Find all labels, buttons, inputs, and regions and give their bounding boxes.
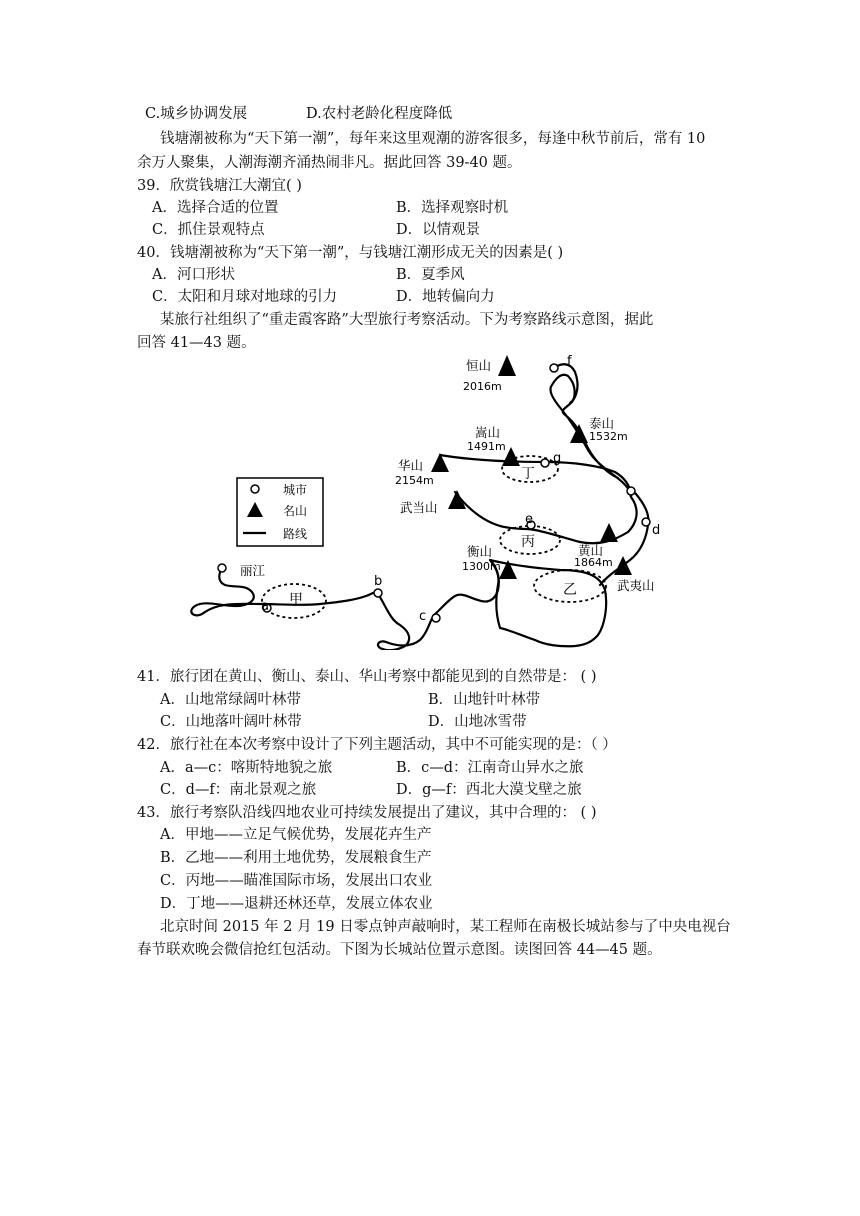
option-d: D．地转偏向力 <box>396 289 495 305</box>
city-d <box>642 518 650 526</box>
mountain-height: 1300m <box>462 560 501 573</box>
point-label: c <box>419 609 427 624</box>
mountain-name: 泰山 <box>589 416 615 431</box>
passage-line: 回答 41—43 题。 <box>137 335 256 351</box>
point-label: g <box>553 451 562 466</box>
option-b: B．乙地——利用土地优势，发展粮食生产 <box>160 850 432 866</box>
legend-city: 城市 <box>283 483 308 497</box>
region-label: 甲 <box>289 592 303 608</box>
region-label: 丙 <box>521 534 535 550</box>
option-d: D．g—f：西北大漠戈壁之旅 <box>396 782 582 798</box>
mountain-icon <box>570 424 588 443</box>
mountain-name: 华山 <box>398 458 424 473</box>
legend-mountain: 名山 <box>283 504 308 518</box>
mountain-name: 衡山 <box>467 544 493 559</box>
option-c: C．山地落叶阔叶林带 <box>160 714 302 730</box>
city-b <box>374 589 382 597</box>
option-a: A．山地常绿阔叶林带 <box>160 692 301 708</box>
point-label: b <box>374 574 383 589</box>
passage-line: 北京时间 2015 年 2 月 19 日零点钟声敲响时，某工程师在南极长城站参与了中央电视台 <box>160 919 731 935</box>
point-label: a <box>261 599 269 614</box>
region-label: 乙 <box>563 582 577 598</box>
mountain-height: 1532m <box>589 430 628 443</box>
option-c-intro: C.城乡协调发展 <box>145 106 248 122</box>
city-right <box>627 487 635 495</box>
mountain-name: 武当山 <box>400 500 438 515</box>
mountain-name: 嵩山 <box>475 425 501 440</box>
route-west <box>191 562 498 650</box>
question-42-stem: 42．旅行社在本次考察中设计了下列主题活动，其中不可能实现的是：（ ） <box>137 737 617 753</box>
passage-line: 余万人聚集，人潮海潮齐涌热闹非凡。据此回答 39-40 题。 <box>137 155 522 171</box>
point-label: e <box>525 512 533 527</box>
mountain-icon <box>614 556 632 575</box>
question-43-stem: 43．旅行考察队沿线四地农业可持续发展提出了建议，其中合理的： ( ) <box>137 805 597 821</box>
mountain-name: 黄山 <box>578 543 604 558</box>
option-d: D．山地冰雪带 <box>428 714 527 730</box>
map-legend <box>237 478 323 546</box>
option-a: A．选择合适的位置 <box>152 200 279 216</box>
option-b: B．选择观察时机 <box>396 200 509 216</box>
option-d: D．以情观景 <box>396 222 481 238</box>
option-b: B．山地针叶林带 <box>428 692 541 708</box>
point-label: f <box>567 354 572 369</box>
mountain-height: 2154m <box>395 474 434 487</box>
route-north <box>440 455 630 492</box>
legend-route: 路线 <box>283 527 308 541</box>
passage-line: 春节联欢晚会微信抢红包活动。下图为长城站位置示意图。读图回答 44—45 题。 <box>137 942 662 958</box>
route-map <box>0 350 860 650</box>
question-39-stem: 39．欣赏钱塘江大潮宜( ) <box>137 178 302 194</box>
question-40-stem: 40．钱塘潮被称为“天下第一潮”，与钱塘江潮形成无关的因素是( ) <box>137 245 564 261</box>
option-c: C．d—f：南北景观之旅 <box>160 782 317 798</box>
option-b: B．夏季风 <box>396 267 465 283</box>
mountain-name: 恒山 <box>466 358 492 373</box>
mountain-name: 武夷山 <box>617 578 655 593</box>
option-c: C．抓住景观特点 <box>152 222 265 238</box>
mountain-height: 1491m <box>467 440 506 453</box>
city-lijiang <box>218 564 226 572</box>
city-name-lijiang: 丽江 <box>240 563 266 578</box>
point-label: d <box>652 523 661 538</box>
option-d-intro: D.农村老龄化程度降低 <box>306 106 453 122</box>
option-b: B．c—d：江南奇山异水之旅 <box>396 760 584 776</box>
mountain-height: 2016m <box>463 380 502 393</box>
option-c: C．丙地——瞄准国际市场，发展出口农业 <box>160 873 433 889</box>
city-c <box>432 614 440 622</box>
city-g <box>541 459 549 467</box>
mountain-icon <box>600 523 618 542</box>
option-d: D．丁地——退耕还林还草，发展立体农业 <box>160 896 433 912</box>
option-a: A．甲地——立足气候优势，发展花卉生产 <box>160 827 432 843</box>
city-f <box>550 364 558 372</box>
passage-line: 某旅行社组织了“重走霞客路”大型旅行考察活动。下为考察路线示意图，据此 <box>160 312 654 328</box>
option-c: C．太阳和月球对地球的引力 <box>152 289 338 305</box>
mountain-icon <box>498 355 516 376</box>
option-a: A．a—c：喀斯特地貌之旅 <box>160 760 333 776</box>
option-a: A．河口形状 <box>152 267 235 283</box>
mountain-icon <box>448 490 466 509</box>
region-label: 丁 <box>521 466 535 482</box>
mountain-height: 1864m <box>574 556 613 569</box>
passage-line: 钱塘潮被称为“天下第一潮”，每年来这里观潮的游客很多，每逢中秋节前后，常有 10 <box>160 131 706 147</box>
question-41-stem: 41．旅行团在黄山、衡山、泰山、华山考察中都能见到的自然带是： ( ) <box>137 669 597 685</box>
